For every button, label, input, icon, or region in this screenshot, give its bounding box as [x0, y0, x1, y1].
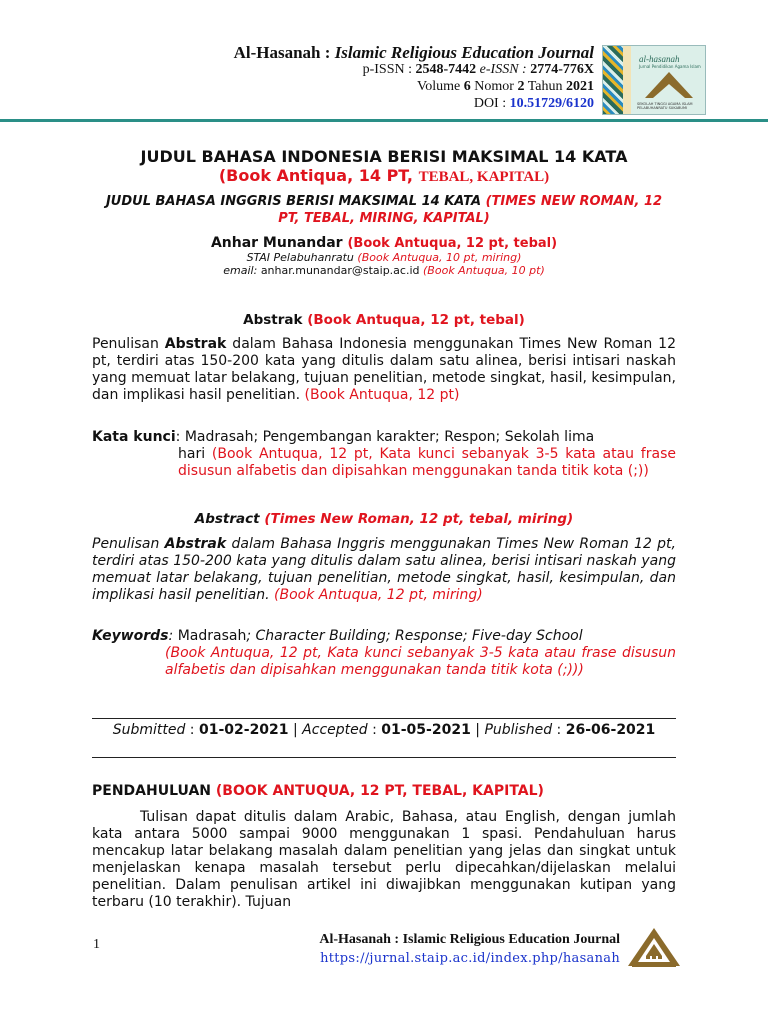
journal-sep: :: [320, 43, 335, 62]
abstract-heading-text: Abstract: [194, 511, 265, 527]
abstract-text-b: dalam Bahasa Inggris menggunakan Times New Roman 12 pt, terdiri atas 150-200 kata yang ditulis dalam satu alinea, berisi intisari naskah yang memuat latar belakang, tujuan penelitian, metode singkat, hasil, kesimpulan, dan implikasi hasil penelitian.: [92, 536, 676, 603]
kata-kunci-rest: hari: [178, 446, 212, 462]
volume-line: [120, 78, 594, 95]
p-issn: 2548-7442: [415, 62, 477, 77]
abstrak-text-bold: Abstrak: [164, 336, 227, 352]
volume-label: Volume: [416, 79, 464, 94]
kata-kunci-continuation: [178, 446, 676, 480]
title-note-font: (Book Antiqua, 14 PT,: [218, 166, 419, 185]
footer-journal-url[interactable]: https://jurnal.staip.ac.id/index.php/hasanah: [320, 951, 620, 966]
cover-title: al-hasanah: [639, 54, 680, 64]
abstrak-text-a: Penulisan: [92, 336, 165, 352]
section-heading: [92, 783, 544, 800]
abstrak-paragraph: [92, 336, 676, 404]
abstract-text-a: Penulisan: [92, 536, 165, 552]
abstract-text-note: (Book Antuqua, 12 pt, miring): [274, 587, 483, 603]
affiliation: STAI Pelabuhanratu: [246, 251, 358, 264]
dates-top-rule: [92, 718, 676, 719]
title-english-text: JUDUL BAHASA INGGRIS BERISI MAKSIMAL 14 KATA: [105, 194, 486, 209]
journal-title: [120, 44, 594, 61]
keywords-first-value: Madrasah: [177, 628, 247, 644]
abstrak-heading-text: Abstrak: [243, 312, 308, 328]
keywords-first-line: [92, 628, 676, 645]
cover-subtitle: Jurnal Pendidikan Agama Islam: [639, 64, 701, 69]
journal-header: [120, 44, 594, 112]
abstrak-heading: [92, 312, 676, 329]
journal-cover-image: [602, 45, 706, 115]
email-note: (Book Antuqua, 10 pt): [423, 264, 545, 277]
abstract-heading: [92, 511, 676, 528]
kata-kunci-values: : Madrasah; Pengembangan karakter; Respon; Sekolah lima: [175, 429, 595, 445]
journal-description: Islamic Religious Education Journal: [334, 43, 594, 62]
tahun-number: 2021: [566, 79, 594, 94]
abstract-paragraph: [92, 536, 676, 604]
section-paragraph: Tulisan dapat ditulis dalam Arabic, Bahasa, atau English, dengan jumlah kata antara 5000 sampai 9000 menggunakan 1 spasi. Pendahuluan harus mencakup latar belakang masalah dalam penelitian yang jelas dan singkat untuk menjelaskan kenapa masalah tersebut perlu dipecahkan/dijelaskan melalui penelitian. Dalam penulisan artikel ini diwajibkan menggunakan kutipan yang terbaru (10 terakhir). Tujuan: [92, 809, 676, 910]
section-heading-note: (BOOK ANTUQUA, 12 PT, TEBAL, KAPITAL): [215, 783, 544, 799]
cover-footer: SEKOLAH TINGGI AGAMA ISLAM PELABUHANRATU SUKABUMI: [637, 102, 693, 110]
abstract-heading-note: (Times New Roman, 12 pt, tebal, miring): [264, 511, 574, 527]
abstrak-text-b: dalam Bahasa Indonesia menggunakan Times New Roman 12 pt, terdiri atas 150-200 kata yang ditulis dalam satu alinea, berisi intisari naskah yang memuat latar belakang, tujuan penelitian, metode singkat, hasil, kesimpulan, dan implikasi hasil penelitian.: [92, 336, 676, 403]
author-email[interactable]: anhar.munandar@staip.ac.id: [260, 264, 424, 277]
author-name-line: [92, 235, 676, 252]
doi-label: DOI :: [473, 96, 510, 111]
abstract-text-bold: Abstrak: [164, 536, 227, 552]
footer-journal: [240, 930, 620, 968]
journal-logo-icon: [626, 926, 682, 970]
email-label: email:: [223, 264, 261, 277]
journal-name: Al-Hasanah: [233, 43, 321, 62]
submitted-date: 01-02-2021: [198, 722, 289, 738]
page-number: 1: [93, 937, 100, 952]
abstrak-text-note: (Book Antuqua, 12 pt): [304, 387, 460, 403]
header-rule: [0, 119, 768, 122]
dates-bottom-rule: [92, 757, 676, 758]
kata-kunci-note: (Book Antuqua, 12 pt, Kata kunci sebanyak 3-5 kata atau frase disusun alfabetis dan dipisahkan menggunakan tanda titik kota (;)): [178, 446, 676, 479]
submitted-label: Submitted: [112, 722, 186, 738]
doi-line: [120, 95, 594, 112]
cover-pattern-band: [623, 46, 631, 115]
eissn-label: e-ISSN :: [476, 62, 531, 77]
keywords-values: ; Character Building; Response; Five-day School: [246, 628, 583, 644]
kata-kunci: [92, 429, 676, 480]
title-indonesian: JUDUL BAHASA INDONESIA BERISI MAKSIMAL 14 KATA: [140, 147, 628, 166]
accepted-label: Accepted: [302, 722, 368, 738]
kata-kunci-label: Kata kunci: [92, 429, 176, 445]
affiliation-note: (Book Antuqua, 10 pt, miring): [357, 251, 522, 264]
title-english: [104, 193, 664, 227]
abstrak-heading-note: (Book Antuqua, 12 pt, tebal): [307, 312, 525, 328]
issn-line: [120, 61, 594, 78]
cover-pattern: [603, 46, 623, 115]
keywords-sep: :: [168, 628, 178, 644]
footer-journal-title: Al-Hasanah : Islamic Religious Education Journal: [319, 932, 620, 947]
issn-label: p-ISSN :: [362, 62, 416, 77]
author-name-note: (Book Antuqua, 12 pt, tebal): [347, 236, 558, 251]
keywords-note: (Book Antuqua, 12 pt, Kata kunci sebanyak 3-5 kata atau frase disusun alfabetis dan dipisahkan menggunakan tanda titik kota (;))): [165, 645, 676, 678]
nomor-label: Nomor: [470, 79, 518, 94]
doi-link[interactable]: 10.51729/6120: [509, 96, 594, 111]
accepted-date: 01-05-2021: [381, 722, 471, 738]
title-note-style: TEBAL, KAPITAL): [418, 169, 550, 185]
title-english-note: (TIMES NEW ROMAN, 12 PT, TEBAL, MIRING, KAPITAL): [278, 194, 663, 226]
affiliation-line: [92, 251, 676, 264]
submission-dates: Submitted : 01-02-2021 | Accepted : 01-05-2021 | Published : 26-06-2021: [112, 722, 656, 738]
keywords: [92, 628, 676, 679]
email-line: [92, 264, 676, 277]
title-indonesian-note: [92, 166, 676, 187]
published-label: Published: [484, 722, 553, 738]
e-issn: 2774-776X: [530, 62, 594, 77]
cover-logo-inner: [653, 84, 685, 98]
keywords-label: Keywords: [92, 628, 169, 644]
published-date: 26-06-2021: [565, 722, 656, 738]
kata-kunci-first-line: [92, 429, 676, 446]
author-name: Anhar Munandar: [210, 235, 348, 251]
tahun-label: Tahun: [524, 79, 566, 94]
nomor-number: 2: [517, 79, 525, 94]
volume-number: 6: [463, 79, 471, 94]
section-heading-text: PENDAHULUAN: [92, 783, 216, 799]
